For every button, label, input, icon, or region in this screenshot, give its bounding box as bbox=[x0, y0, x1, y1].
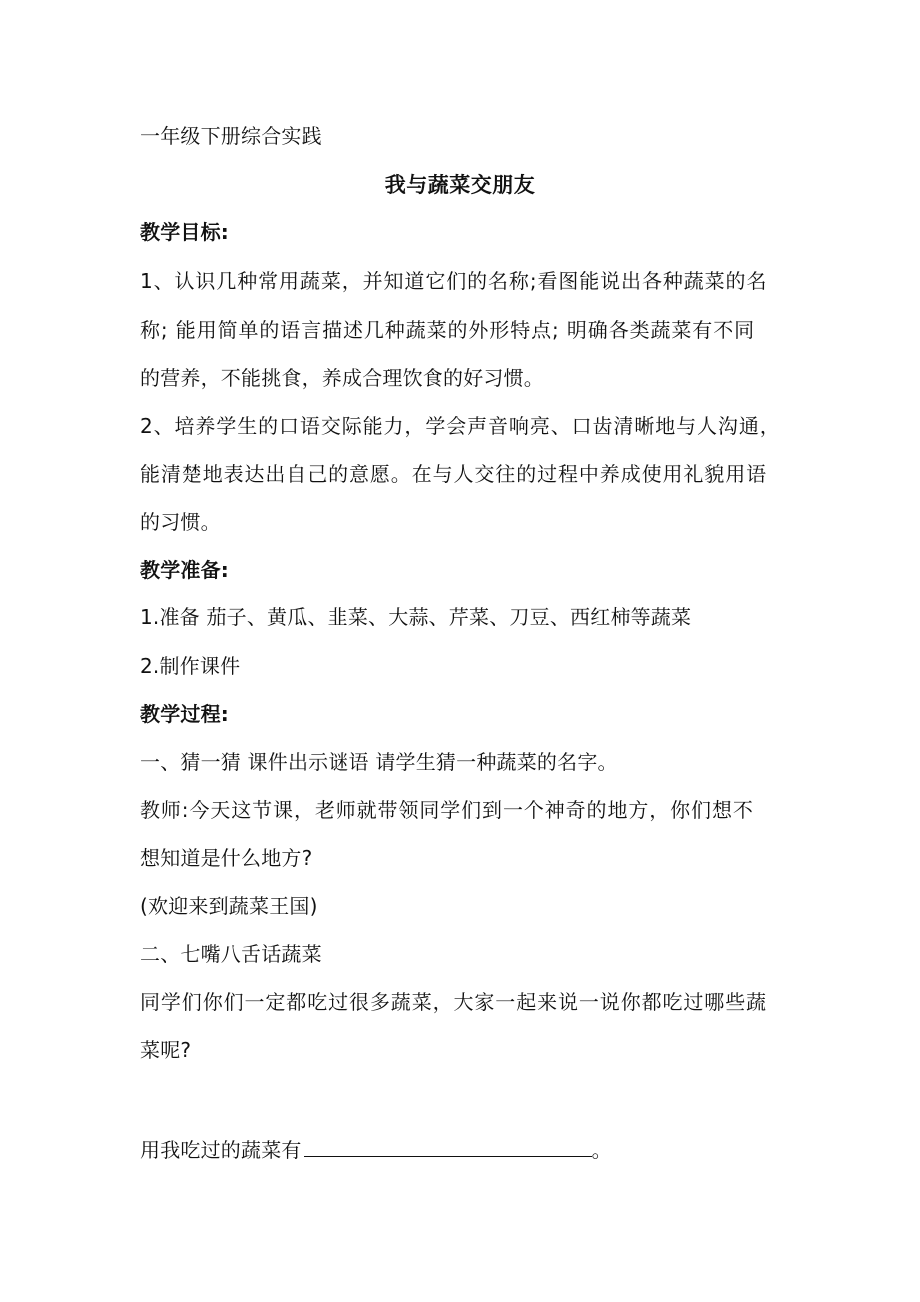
fill-in-blank[interactable] bbox=[304, 1136, 592, 1157]
document-title: 我与蔬菜交朋友 bbox=[384, 173, 536, 197]
process-line: 同学们你们一定都吃过很多蔬菜，大家一起来说一说你都吃过哪些蔬 bbox=[140, 990, 767, 1014]
preparation-line: 1.准备 茄子、黄瓜、韭菜、大蒜、芹菜、刀豆、西红柿等蔬菜 bbox=[140, 605, 692, 629]
objectives-line: 2、培养学生的口语交际能力，学会声音响亮、口齿清晰地与人沟通， bbox=[140, 414, 781, 438]
fill-in-prefix: 用我吃过的蔬菜有 bbox=[140, 1138, 302, 1162]
process-line: 二、七嘴八舌话蔬菜 bbox=[140, 942, 322, 966]
objectives-line: 能清楚地表达出自己的意愿。在与人交往的过程中养成使用礼貌用语 bbox=[140, 462, 767, 486]
process-line: 一、猜一猜 课件出示谜语 请学生猜一种蔬菜的名字。 bbox=[140, 750, 618, 774]
process-line: 教师:今天这节课，老师就带领同学们到一个神奇的地方，你们想不 bbox=[140, 798, 754, 822]
fill-in-line bbox=[140, 1134, 800, 1166]
process-line: 菜呢? bbox=[140, 1038, 192, 1062]
preparation-line: 2.制作课件 bbox=[140, 654, 241, 678]
objectives-line: 1、认识几种常用蔬菜，并知道它们的名称;看图能说出各种蔬菜的名 bbox=[140, 269, 768, 293]
objectives-heading: 教学目标: bbox=[140, 220, 229, 244]
process-line: 想知道是什么地方? bbox=[140, 846, 313, 870]
fill-in-suffix: 。 bbox=[591, 1138, 612, 1162]
objectives-line: 的营养，不能挑食，养成合理饮食的好习惯。 bbox=[140, 366, 544, 390]
process-line: (欢迎来到蔬菜王国) bbox=[140, 894, 318, 918]
objectives-line: 称; 能用简单的语言描述几种蔬菜的外形特点; 明确各类蔬菜有不同 bbox=[140, 318, 755, 342]
preparation-heading: 教学准备: bbox=[140, 558, 229, 582]
objectives-line: 的习惯。 bbox=[140, 510, 221, 534]
subject-line: 一年级下册综合实践 bbox=[140, 124, 322, 148]
process-heading: 教学过程: bbox=[140, 702, 229, 726]
